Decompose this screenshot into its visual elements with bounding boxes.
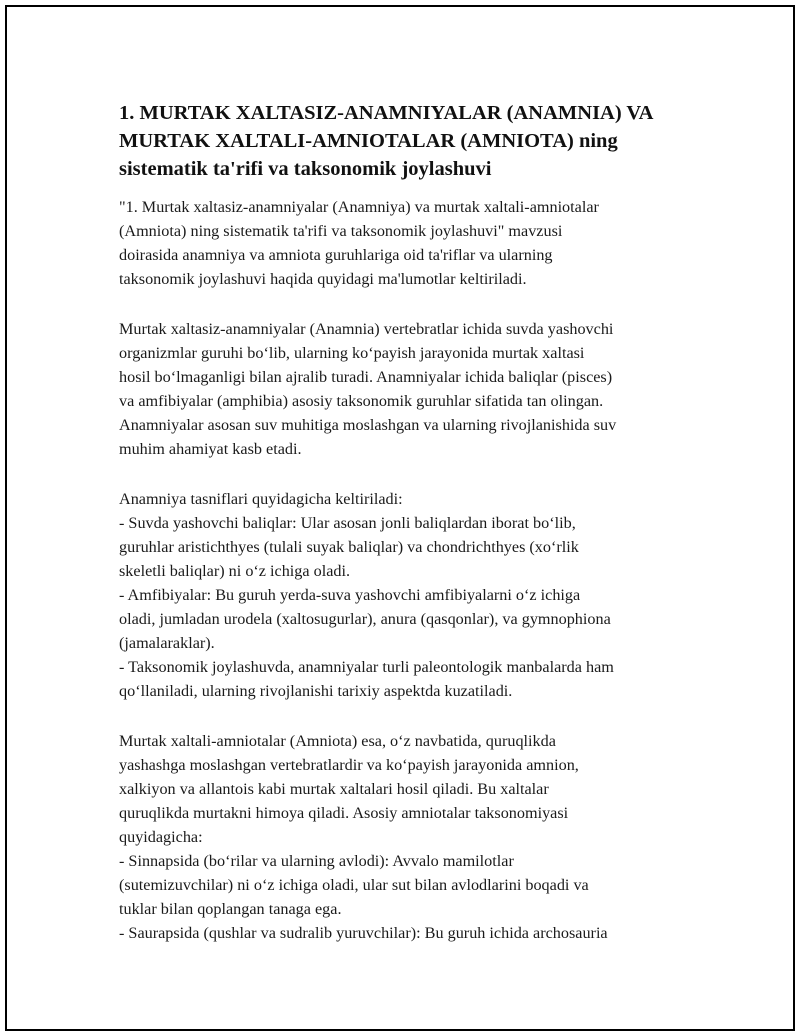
paragraph-line: va amfibiyalar (amphibia) asosiy taksonomik guruhlar sifatida tan olingan. <box>119 392 604 410</box>
paragraph-line: xalkiyon va allantois kabi murtak xaltalari hosil qiladi. Bu xaltalar <box>119 780 549 798</box>
paragraph-line: quruqlikda murtakni himoya qiladi. Asosiy amniotalar taksonomiyasi <box>119 804 569 822</box>
intro-paragraph <box>119 195 691 291</box>
list-item-line: guruhlar aristichthyes (tulali suyak baliqlar) va chondrichthyes (xo‘rlik <box>119 538 579 556</box>
paragraph-line: muhim ahamiyat kasb etadi. <box>119 440 302 458</box>
paragraph-line: "1. Murtak xaltasiz-anamniyalar (Anamniya) va murtak xaltali-amniotalar <box>119 198 599 216</box>
title-line: 1. MURTAK XALTASIZ-ANAMNIYALAR (ANAMNIA) VA <box>119 102 654 124</box>
document-body <box>119 99 691 971</box>
paragraph-line: Anamniya tasniflari quyidagicha keltiriladi: <box>119 490 403 508</box>
amniota-paragraph <box>119 729 691 945</box>
document-title <box>119 99 691 183</box>
paragraph-line: hosil bo‘lmaganligi bilan ajralib turadi. Anamniyalar ichida baliqlar (pisces) <box>119 368 613 386</box>
paragraph-line: Anamniyalar asosan suv muhitiga moslashgan va ularning rivojlanishida suv <box>119 416 617 434</box>
paragraph-line: quyidagicha: <box>119 828 203 846</box>
list-item-line: tuklar bilan qoplangan tanaga ega. <box>119 900 342 918</box>
anamnia-paragraph <box>119 317 691 461</box>
paragraph-line: taksonomik joylashuvi haqida quyidagi ma'lumotlar keltiriladi. <box>119 270 527 288</box>
list-item-line: - Sinnapsida (bo‘rilar va ularning avlodi): Avvalo mamilotlar <box>119 852 514 870</box>
list-item-line: - Taksonomik joylashuvda, anamniyalar turli paleontologik manbalarda ham <box>119 658 614 676</box>
list-item-line: - Suvda yashovchi baliqlar: Ular asosan jonli baliqlardan iborat bo‘lib, <box>119 514 576 532</box>
paragraph-line: doirasida anamniya va amniota guruhlariga oid ta'riflar va ularning <box>119 246 553 264</box>
page-frame <box>5 5 795 1031</box>
list-item-line: - Amfibiyalar: Bu guruh yerda-suva yashovchi amfibiyalarni o‘z ichiga <box>119 586 581 604</box>
anamnia-classification-paragraph <box>119 487 691 703</box>
list-item-line: - Saurapsida (qushlar va sudralib yuruvchilar): Bu guruh ichida archosauria <box>119 924 608 942</box>
list-item-line: qo‘llaniladi, ularning rivojlanishi tarixiy aspektda kuzatiladi. <box>119 682 513 700</box>
title-line: sistematik ta'rifi va taksonomik joylashuvi <box>119 158 492 180</box>
list-item-line: (sutemizuvchilar) ni o‘z ichiga oladi, ular sut bilan avlodlarini boqadi va <box>119 876 589 894</box>
paragraph-line: Murtak xaltali-amniotalar (Amniota) esa, o‘z navbatida, quruqlikda <box>119 732 556 750</box>
paragraph-line: yashashga moslashgan vertebratlardir va ko‘payish jarayonida amnion, <box>119 756 579 774</box>
list-item-line: oladi, jumladan urodela (xaltosugurlar), anura (qasqonlar), va gymnophiona <box>119 610 611 628</box>
paragraph-line: organizmlar guruhi bo‘lib, ularning ko‘payish jarayonida murtak xaltasi <box>119 344 585 362</box>
title-line: MURTAK XALTALI-AMNIOTALAR (AMNIOTA) ning <box>119 130 618 152</box>
paragraph-line: (Amniota) ning sistematik ta'rifi va taksonomik joylashuvi" mavzusi <box>119 222 563 240</box>
list-item-line: skeletli baliqlar) ni o‘z ichiga oladi. <box>119 562 351 580</box>
paragraph-line: Murtak xaltasiz-anamniyalar (Anamnia) vertebratlar ichida suvda yashovchi <box>119 320 614 338</box>
list-item-line: (jamalaraklar). <box>119 634 215 652</box>
